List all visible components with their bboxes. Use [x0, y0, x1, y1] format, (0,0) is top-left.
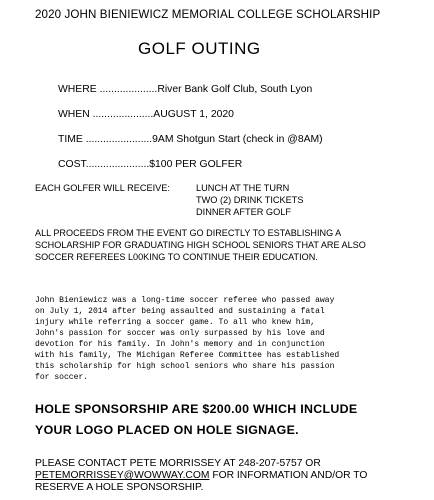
detail-row-time — [58, 134, 323, 145]
story-line: John's passion for soccer was only surpassed by his love and — [35, 329, 325, 338]
sponsorship-line: YOUR LOGO PLACED ON HOLE SIGNAGE. — [35, 423, 299, 437]
receive-label: EACH GOLFER WILL RECEIVE: — [35, 183, 170, 193]
story-line: this scholarship for high school seniors who share his passion — [35, 362, 335, 371]
story-line: for soccer. — [35, 373, 89, 382]
story-line: injury while referring a soccer game. To all who knew him, — [35, 318, 316, 327]
detail-label: WHERE — [58, 84, 97, 95]
proceeds-line: ALL PROCEEDS FROM THE EVENT GO DIRECTLY TO ESTABLISHING A — [35, 228, 342, 238]
event-title: GOLF OUTING — [138, 39, 261, 58]
proceeds-line: SCHOLARSHIP FOR GRADUATING HIGH SCHOOL SENIORS THAT ARE ALSO — [35, 240, 366, 250]
contact-line — [35, 470, 367, 481]
detail-dots: ..................... — [89, 109, 154, 120]
story-line: devotion for his family. In John's memory and in conjunction — [35, 340, 325, 349]
detail-dots: ....................... — [82, 134, 153, 145]
story-line: on July 1, 2014 after being assaulted and sustaining a fatal — [35, 307, 325, 316]
contact-line: RESERVE A HOLE SPONSORSHIP. — [35, 482, 204, 493]
detail-label: TIME — [58, 134, 83, 145]
contact-text: FOR INFORMATION AND/OR TO — [209, 470, 368, 481]
detail-value: River Bank Golf Club, South Lyon — [157, 84, 313, 95]
story-line: with his family, The Michigan Referee Committee has established — [35, 351, 340, 360]
detail-row-where — [58, 84, 312, 95]
proceeds-line: SOCCER REFEREES L00KING TO CONTINUE THEIR EDUCATION. — [35, 252, 318, 262]
detail-value: $100 PER GOLFER — [149, 159, 243, 170]
detail-dots: .................... — [96, 84, 158, 95]
detail-row-cost — [58, 159, 242, 170]
contact-line: PLEASE CONTACT PETE MORRISSEY AT 248-207-5757 OR — [35, 458, 321, 469]
receive-item: TWO (2) DRINK TICKETS — [196, 195, 304, 205]
story-line: John Bieniewicz was a long-time soccer referee who passed away — [35, 296, 335, 305]
receive-item: LUNCH AT THE TURN — [196, 183, 290, 193]
contact-email-link[interactable]: PETEMORRISSEY@WOWWAY.COM — [35, 470, 210, 481]
detail-value: 9AM Shotgun Start (check in @8AM) — [152, 134, 323, 145]
detail-label: COST — [58, 159, 86, 170]
detail-value: AUGUST 1, 2020 — [153, 109, 234, 120]
detail-label: WHEN — [58, 109, 90, 120]
receive-item: DINNER AFTER GOLF — [196, 207, 291, 217]
detail-dots: ...................... — [85, 159, 150, 170]
scholarship-title: 2020 JOHN BIENIEWICZ MEMORIAL COLLEGE SCHOLARSHIP — [35, 8, 381, 21]
sponsorship-line: HOLE SPONSORSHIP ARE $200.00 WHICH INCLUDE — [35, 402, 358, 416]
detail-row-when — [58, 109, 234, 120]
